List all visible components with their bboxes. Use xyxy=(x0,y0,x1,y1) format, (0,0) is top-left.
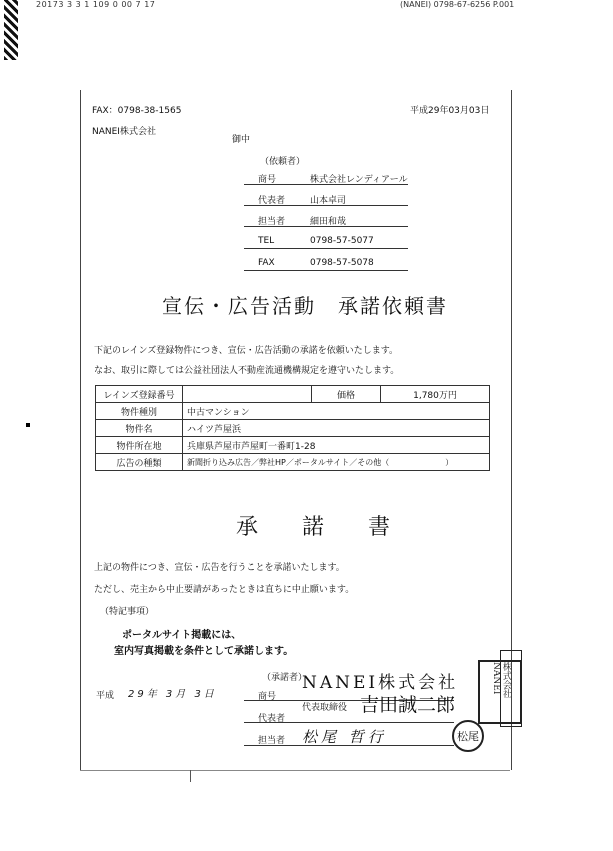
property-name-label: 物件名 xyxy=(96,420,183,437)
price-label: 価格 xyxy=(312,386,381,403)
underline xyxy=(244,226,408,227)
property-address-label: 物件所在地 xyxy=(96,437,183,454)
consent-title: 承 諾 書 xyxy=(236,515,391,540)
consenter-rep-name: 吉田誠二郎 xyxy=(360,694,456,716)
document-title: 宣伝・広告活動 承諾依頼書 xyxy=(162,294,448,318)
property-address-value: 兵庫県芦屋市芦屋町一番町1-28 xyxy=(183,437,490,454)
underline xyxy=(244,745,454,746)
requester-staff-label: 担当者 xyxy=(258,217,286,227)
consenter-company-value: NANEI株式会社 xyxy=(302,673,459,693)
document-date: 平成29年03月03日 xyxy=(410,106,490,116)
requester-rep-value: 山本卓司 xyxy=(310,196,347,206)
consenter-staff-name: 松尾 哲行 xyxy=(302,728,387,746)
margin-dot xyxy=(26,423,30,427)
recipient-name: NANEI株式会社 xyxy=(92,127,156,137)
table-row xyxy=(96,386,490,403)
company-seal-stamp: 株式会社NANEI xyxy=(478,660,522,724)
requester-fax-label: FAX xyxy=(258,258,275,268)
consenter-heading: （承諾者） xyxy=(262,673,308,683)
consent-date: 29年 3月 3日 xyxy=(128,689,217,700)
table-row xyxy=(96,420,490,437)
ad-type-value: 新聞折り込み広告／弊社HP／ポータルサイト／その他（ ） xyxy=(183,454,490,471)
company-seal-frame xyxy=(500,650,522,727)
requester-heading: （依頼者） xyxy=(260,157,306,167)
consenter-company-label: 商号 xyxy=(258,692,277,702)
requester-rep-label: 代表者 xyxy=(258,196,286,206)
consent-text-2: ただし、売主から中止要請があったときは直ちに中止願います。 xyxy=(94,585,355,595)
price-value: 1,780万円 xyxy=(381,386,490,403)
underline xyxy=(244,722,454,723)
consenter-staff-label: 担当者 xyxy=(258,736,286,746)
table-row xyxy=(96,403,490,420)
property-type-label: 物件種別 xyxy=(96,403,183,420)
requester-tel-value: 0798-57-5077 xyxy=(310,236,374,246)
intro-line-2: なお、取引に際しては公益社団法人不動産流通機構規定を遵守いたします。 xyxy=(94,366,400,376)
fax-transmission-header: 20173 3 3 1 109 0 00 7 17 xyxy=(36,0,156,9)
underline xyxy=(244,248,408,249)
requester-company-label: 商号 xyxy=(258,175,277,185)
consenter-rep-label: 代表者 xyxy=(258,714,286,724)
property-name-value: ハイツ芦屋浜 xyxy=(183,420,490,437)
special-notes-heading: （特記事項） xyxy=(100,607,155,617)
ad-type-label: 広告の種類 xyxy=(96,454,183,471)
underline xyxy=(244,184,408,185)
consent-text-1: 上記の物件につき、宣伝・広告を行うことを承諾いたします。 xyxy=(94,563,345,573)
consenter-rep-title: 代表取締役 xyxy=(302,703,348,713)
underline xyxy=(244,270,408,271)
recipient-suffix: 御中 xyxy=(232,135,251,145)
special-note-line-2: 室内写真掲載を条件として承諾します。 xyxy=(114,646,294,657)
reins-label: レインズ登録番号 xyxy=(96,386,183,403)
reins-value xyxy=(183,386,312,403)
fax-transmission-page: (NANEI) 0798-67-6256 P.001 xyxy=(400,0,515,9)
personal-seal-stamp: 松尾 xyxy=(452,720,484,752)
requester-fax-value: 0798-57-5078 xyxy=(310,258,374,268)
property-type-value: 中古マンション xyxy=(183,403,490,420)
intro-line-1: 下記のレインズ登録物件につき、宣伝・広告活動の承諾を依頼いたします。 xyxy=(94,346,399,356)
underline xyxy=(244,205,408,206)
consent-date-prefix: 平成 xyxy=(96,691,115,701)
requester-staff-value: 細田和哉 xyxy=(310,217,347,227)
special-note-line-1: ポータルサイト掲載には、 xyxy=(122,630,242,641)
requester-company-value: 株式会社レンディアール xyxy=(310,175,408,185)
sheet-bottom-line xyxy=(80,770,510,771)
scan-mark xyxy=(190,770,191,782)
property-info-table xyxy=(95,385,490,471)
fax-edge-pattern xyxy=(4,0,18,60)
table-row xyxy=(96,454,490,471)
fax-number: FAX：0798-38-1565 xyxy=(92,106,182,116)
table-row xyxy=(96,437,490,454)
requester-tel-label: TEL xyxy=(258,236,275,246)
